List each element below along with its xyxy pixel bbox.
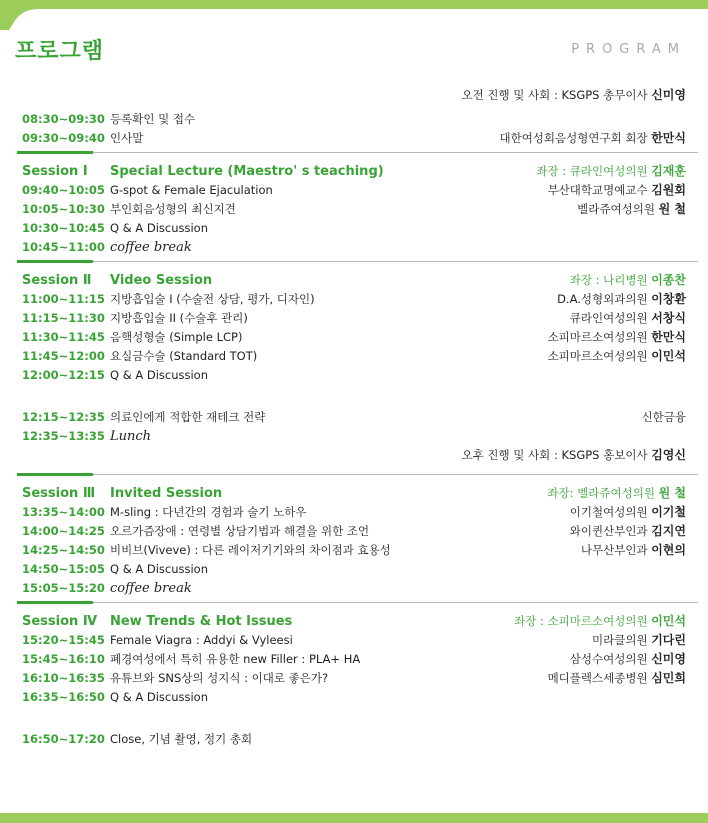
time-slot: 16:10~16:35 <box>22 671 105 685</box>
session-title: New Trends & Hot Issues <box>110 614 293 629</box>
host-name: 신미영 <box>651 88 686 102</box>
time-slot: 09:40~10:05 <box>22 183 105 197</box>
chair-affiliation: 좌장: 벨라쥬여성의원 <box>547 486 659 500</box>
host-text <box>462 86 686 105</box>
chair-name: 김재훈 <box>651 164 686 178</box>
speaker-name: 한만식 <box>651 330 686 344</box>
program-row <box>0 579 708 598</box>
speaker-affiliation: 대한여성회음성형연구회 회장 <box>499 131 652 145</box>
talk-title: Q & A Discussion <box>110 368 209 382</box>
speaker <box>570 522 686 541</box>
session-label: Session Ⅱ <box>22 273 92 288</box>
speaker-name: 이민석 <box>651 349 686 363</box>
program-row <box>0 347 708 366</box>
talk-title: G-spot & Female Ejaculation <box>110 183 273 197</box>
talk-title: 등록확인 및 접수 <box>110 112 196 126</box>
speaker-name: 이현의 <box>651 543 686 557</box>
time-slot: 16:35~16:50 <box>22 690 105 704</box>
speaker <box>570 309 686 328</box>
session-chair <box>514 612 686 631</box>
talk-title: 요실금수술 (Standard TOT) <box>110 349 258 363</box>
chair-name: 이종찬 <box>651 273 686 287</box>
corner-tab-shape <box>0 0 46 30</box>
talk-title: 부인회음성형의 최신지견 <box>110 202 236 216</box>
time-slot: 15:45~16:10 <box>22 652 105 666</box>
session-title: Invited Session <box>110 486 223 501</box>
program-row <box>0 290 708 309</box>
time-slot: 13:35~14:00 <box>22 505 105 519</box>
speaker <box>642 408 686 427</box>
speaker-affiliation: 와이퀸산부인과 <box>569 524 652 538</box>
program-row <box>0 110 708 129</box>
speaker-affiliation: 메디플렉스세종병원 <box>547 671 652 685</box>
session-header <box>0 271 708 290</box>
bottom-accent-bar <box>0 813 708 823</box>
time-slot: 14:00~14:25 <box>22 524 105 538</box>
speaker <box>548 347 686 366</box>
speaker-affiliation: 벨라쥬여성의원 <box>577 202 659 216</box>
program-row <box>0 688 708 707</box>
session-chair <box>547 484 686 503</box>
speaker-affiliation: 미라클의원 <box>592 633 652 647</box>
time-slot: 16:50~17:20 <box>22 732 105 746</box>
time-slot: 14:25~14:50 <box>22 543 105 557</box>
speaker-affiliation: 큐라인여성의원 <box>569 311 652 325</box>
talk-title: 지방흡입술 I (수술전 상담, 평가, 디자인) <box>110 292 315 306</box>
speaker <box>548 328 686 347</box>
speaker <box>499 129 686 148</box>
speaker <box>557 290 686 309</box>
time-slot: 11:00~11:15 <box>22 292 105 306</box>
session-label: Session Ⅳ <box>22 614 98 629</box>
program-row <box>0 503 708 522</box>
time-slot: 08:30~09:30 <box>22 112 105 126</box>
speaker-affiliation: 신한금융 <box>641 410 686 424</box>
chair-affiliation: 좌장 : 나리병원 <box>569 273 652 287</box>
program-row <box>0 730 708 749</box>
talk-title: 인사말 <box>110 131 144 145</box>
speaker-affiliation: D.A.성형외과의원 <box>557 292 652 306</box>
speaker <box>548 181 686 200</box>
host-line <box>0 446 708 465</box>
chair-name: 이민석 <box>651 614 686 628</box>
host-prefix: 오전 진행 및 사회 : KSGPS 총무이사 <box>461 88 652 102</box>
time-slot: 12:00~12:15 <box>22 368 105 382</box>
session-header <box>0 484 708 503</box>
program-row <box>0 200 708 219</box>
program-row <box>0 541 708 560</box>
talk-title: 지방흡입술 II (수술후 관리) <box>110 311 248 325</box>
host-line <box>0 86 708 105</box>
chair-name: 원 철 <box>658 486 686 500</box>
session-chair <box>536 162 686 181</box>
talk-title: 음핵성형술 (Simple LCP) <box>110 330 243 344</box>
program-row <box>0 427 708 446</box>
time-slot: 12:35~13:35 <box>22 429 105 443</box>
session-title: Special Lecture (Maestro' s teaching) <box>110 164 384 179</box>
chair-affiliation: 좌장 : 소피마르소여성의원 <box>514 614 652 628</box>
talk-title: Female Viagra : Addyi & Vyleesi <box>110 633 293 647</box>
talk-title: M-sling : 다년간의 경험과 술기 노하우 <box>110 505 307 519</box>
program-row <box>0 129 708 148</box>
speaker-name: 이기철 <box>651 505 686 519</box>
session-label: Session Ⅰ <box>22 164 88 179</box>
speaker-name: 이창환 <box>651 292 686 306</box>
time-slot: 12:15~12:35 <box>22 410 105 424</box>
session-title: Video Session <box>110 273 213 288</box>
program-row <box>0 181 708 200</box>
program-row <box>0 631 708 650</box>
session-header <box>0 612 708 631</box>
chair-affiliation: 좌장 : 큐라인여성의원 <box>536 164 652 178</box>
session-divider <box>17 602 698 603</box>
speaker-name: 신미영 <box>651 652 686 666</box>
speaker <box>577 200 686 219</box>
talk-title: 유튜브와 SNS상의 성지식 : 이대로 좋은가? <box>110 671 329 685</box>
talk-title: 의료인에게 적합한 재테크 전략 <box>110 410 266 424</box>
speaker <box>570 650 686 669</box>
session-divider <box>17 474 698 475</box>
speaker-affiliation: 나무산부인과 <box>580 543 652 557</box>
talk-title: 오르가즘장애 : 연령별 상담기법과 해결을 위한 조언 <box>110 524 370 538</box>
host-text <box>462 446 686 465</box>
speaker-affiliation: 부산대학교명예교수 <box>547 183 652 197</box>
speaker-name: 한만식 <box>651 131 686 145</box>
program-row <box>0 309 708 328</box>
talk-title: Q & A Discussion <box>110 562 209 576</box>
time-slot: 11:15~11:30 <box>22 311 105 325</box>
session-divider <box>17 261 698 262</box>
program-row <box>0 366 708 385</box>
program-row <box>0 328 708 347</box>
session-chair <box>570 271 686 290</box>
talk-title: Q & A Discussion <box>110 690 209 704</box>
talk-title: Q & A Discussion <box>110 221 209 235</box>
page-title: 프로그램 <box>15 39 105 64</box>
program-row <box>0 560 708 579</box>
speaker-affiliation: 소피마르소여성의원 <box>547 349 652 363</box>
speaker <box>570 503 686 522</box>
program-row <box>0 650 708 669</box>
host-prefix: 오후 진행 및 사회 : KSGPS 홍보이사 <box>461 448 652 462</box>
time-slot: 10:05~10:30 <box>22 202 105 216</box>
time-slot: 11:30~11:45 <box>22 330 105 344</box>
top-accent-bar <box>0 0 708 9</box>
time-slot: 10:45~11:00 <box>22 240 105 254</box>
session-divider-accent <box>17 151 93 154</box>
program-row <box>0 219 708 238</box>
program-row <box>0 238 708 257</box>
speaker-name: 기다린 <box>651 633 686 647</box>
speaker <box>548 669 686 688</box>
session-divider <box>17 152 698 153</box>
talk-title: 폐경여성에서 특히 유용한 new Filler : PLA+ HA <box>110 652 361 666</box>
session-label: Session Ⅲ <box>22 486 96 501</box>
time-slot: 15:20~15:45 <box>22 633 105 647</box>
session-divider-accent <box>17 601 93 604</box>
session-header <box>0 162 708 181</box>
time-slot: 11:45~12:00 <box>22 349 105 363</box>
talk-title: coffee break <box>110 240 192 255</box>
time-slot: 15:05~15:20 <box>22 581 105 595</box>
speaker <box>581 541 686 560</box>
speaker <box>592 631 686 650</box>
time-slot: 09:30~09:40 <box>22 131 105 145</box>
talk-title: coffee break <box>110 581 192 596</box>
speaker-affiliation: 소피마르소여성의원 <box>547 330 652 344</box>
program-row <box>0 669 708 688</box>
speaker-name: 심민희 <box>651 671 686 685</box>
talk-title: Close, 기념 촬영, 정기 총회 <box>110 732 253 746</box>
speaker-name: 서창식 <box>651 311 686 325</box>
host-name: 김영신 <box>651 448 686 462</box>
session-divider-accent <box>17 260 93 263</box>
talk-title: 비비브(Viveve) : 다른 레이저기기와의 차이점과 효용성 <box>110 543 391 557</box>
page-subtitle: PROGRAM <box>571 42 686 57</box>
program-row <box>0 408 708 427</box>
time-slot: 10:30~10:45 <box>22 221 105 235</box>
program-row <box>0 522 708 541</box>
speaker-affiliation: 삼성수여성의원 <box>569 652 652 666</box>
speaker-name: 원 철 <box>658 202 686 216</box>
speaker-name: 김지연 <box>651 524 686 538</box>
talk-title: Lunch <box>110 429 152 444</box>
time-slot: 14:50~15:05 <box>22 562 105 576</box>
speaker-name: 김원회 <box>651 183 686 197</box>
speaker-affiliation: 이기철여성의원 <box>569 505 652 519</box>
session-divider-accent <box>17 473 93 476</box>
